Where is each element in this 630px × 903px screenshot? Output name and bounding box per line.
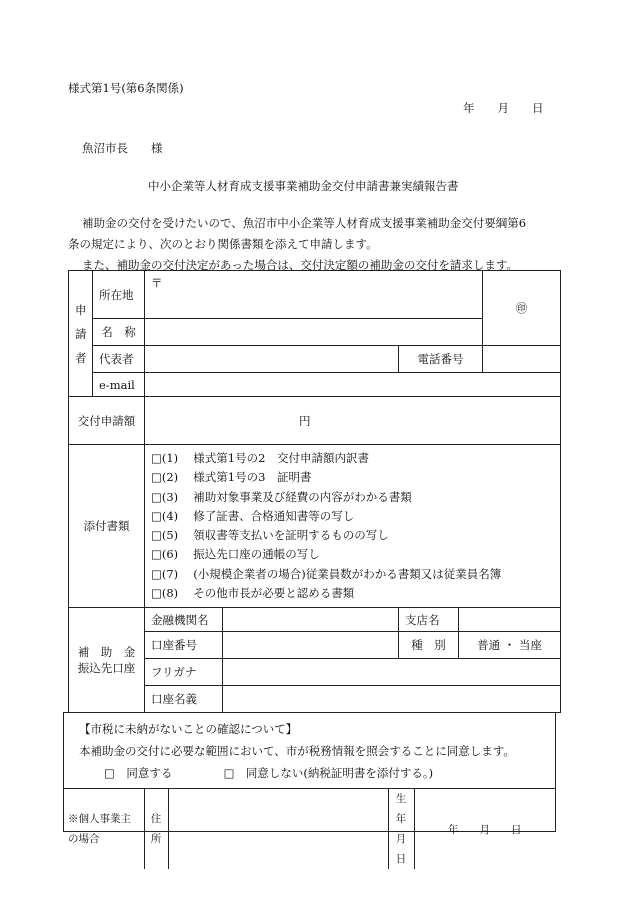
address-char-2: 所 bbox=[150, 833, 162, 845]
individual-line-1: ※個人事業主 bbox=[68, 813, 131, 825]
account-number-label: 口座番号 bbox=[145, 632, 223, 659]
account-type-label: 種 別 bbox=[399, 632, 459, 659]
account-number-input[interactable] bbox=[223, 632, 399, 659]
branch-label: 支店名 bbox=[399, 608, 459, 632]
email-label: e-mail bbox=[93, 373, 145, 397]
bank-label-line-1: 補 助 金 bbox=[77, 645, 136, 660]
bank-section-label bbox=[69, 608, 145, 713]
phone-label: 電話番号 bbox=[399, 346, 483, 373]
applicant-char-1: 申 bbox=[75, 302, 87, 317]
attachment-checkbox[interactable]: □(6) 振込先口座の通帳の写し bbox=[151, 547, 320, 562]
attachment-checkbox[interactable]: □(1) 様式第1号の2 交付申請額内訳書 bbox=[151, 451, 369, 465]
representative-input[interactable] bbox=[145, 346, 399, 373]
postal-mark: 〒 bbox=[151, 275, 163, 290]
branch-input[interactable] bbox=[459, 608, 561, 632]
applicant-section-label bbox=[69, 271, 93, 397]
yen-unit: 円 bbox=[299, 413, 311, 428]
consent-options bbox=[104, 765, 433, 781]
attachments-list bbox=[145, 445, 561, 608]
intro-line-2: 条の規定により、次のとおり関係書類を添えて申請します。 bbox=[68, 237, 378, 251]
individual-address-label bbox=[144, 789, 168, 870]
phone-input[interactable] bbox=[483, 346, 561, 373]
attachment-checkbox[interactable]: □(4) 修了証書、合格通知書等の写し bbox=[151, 508, 355, 523]
address-label: 所在地 bbox=[93, 271, 145, 319]
attachments-label: 添付書類 bbox=[69, 445, 145, 608]
consent-agree-checkbox[interactable]: □ 同意する bbox=[104, 766, 173, 780]
addressee: 魚沼市長 様 bbox=[82, 141, 163, 155]
account-holder-label: 口座名義 bbox=[145, 686, 223, 713]
furigana-label: フリガナ bbox=[145, 659, 223, 686]
name-input[interactable] bbox=[145, 319, 483, 346]
account-type-options[interactable]: 普通 ・ 当座 bbox=[459, 632, 561, 659]
account-holder-input[interactable] bbox=[223, 686, 561, 713]
consent-body: 本補助金の交付に必要な範囲において、市が税務情報を照会することに同意します。 bbox=[79, 744, 515, 758]
individual-line-2: の場合 bbox=[68, 833, 100, 845]
amount-label: 交付申請額 bbox=[69, 397, 145, 445]
form-number: 様式第1号(第6条関係) bbox=[68, 81, 184, 95]
furigana-input[interactable] bbox=[223, 659, 561, 686]
bank-name-input[interactable] bbox=[223, 608, 399, 632]
intro-line-3: また、補助金の交付決定があった場合は、交付決定額の補助金の交付を請求します。 bbox=[82, 258, 518, 272]
applicant-char-2: 請 bbox=[75, 326, 87, 341]
attachment-checkbox[interactable]: □(8) その他市長が必要と認める書類 bbox=[151, 586, 355, 601]
attachment-checkbox[interactable]: □(2) 様式第1号の3 証明書 bbox=[151, 470, 312, 485]
document-title: 中小企業等人材育成支援事業補助金交付申請書兼実績報告書 bbox=[148, 179, 459, 193]
attachment-checkbox[interactable]: □(5) 領収書等支払いを証明するものの写し bbox=[151, 528, 389, 543]
intro-line-1: 補助金の交付を受けたいので、魚沼市中小企業等人材育成支援事業補助金交付要綱第6 bbox=[82, 216, 527, 230]
address-input[interactable] bbox=[145, 271, 483, 319]
individual-address-input[interactable] bbox=[168, 789, 388, 870]
amount-input[interactable] bbox=[145, 397, 561, 445]
attachment-checkbox[interactable]: □(7) (小規模企業者の場合)従業員数がわかる書類又は従業員名簿 bbox=[151, 566, 502, 581]
email-input[interactable] bbox=[145, 373, 561, 397]
individual-info-table bbox=[64, 788, 555, 869]
birth-date-input[interactable]: 年 月 日 bbox=[414, 789, 555, 870]
birth-line-2: 月日 bbox=[395, 833, 407, 865]
bank-label-line-2: 振込先口座 bbox=[77, 661, 136, 676]
applicant-char-3: 者 bbox=[75, 350, 87, 365]
consent-heading: 【市税に未納がないことの確認について】 bbox=[79, 722, 298, 736]
application-table bbox=[68, 270, 561, 713]
tax-consent-box bbox=[63, 712, 556, 865]
birth-date-label bbox=[388, 789, 414, 870]
address-char-1: 住 bbox=[150, 813, 162, 825]
consent-disagree-checkbox[interactable]: □ 同意しない(納税証明書を添付する。) bbox=[223, 766, 434, 780]
seal-stamp: ㊞ bbox=[483, 271, 561, 346]
name-label: 名 称 bbox=[93, 319, 145, 346]
representative-label: 代表者 bbox=[93, 346, 145, 373]
date-field: 年 月 日 bbox=[463, 101, 544, 115]
individual-note bbox=[64, 789, 144, 870]
birth-line-1: 生年 bbox=[395, 793, 407, 825]
attachment-checkbox[interactable]: □(3) 補助対象事業及び経費の内容がわかる書類 bbox=[151, 489, 412, 504]
bank-name-label: 金融機関名 bbox=[145, 608, 223, 632]
